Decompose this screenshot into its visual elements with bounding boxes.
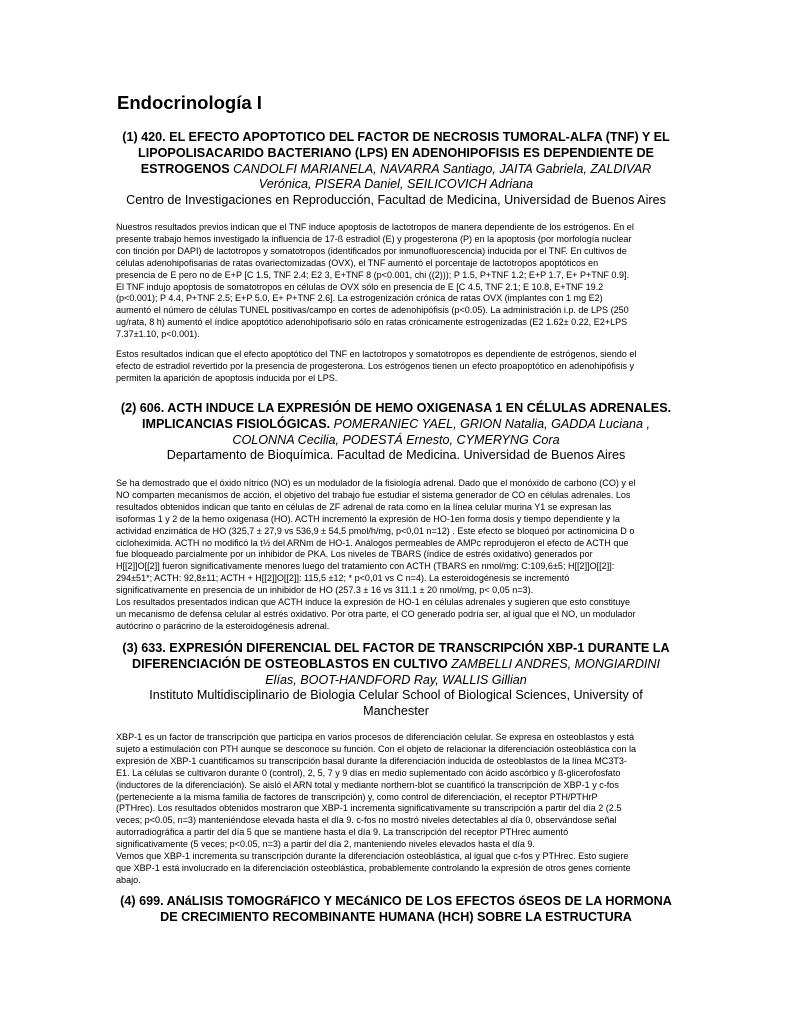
abstract-1-authors: CANDOLFI MARIANELA, NAVARRA Santiago, JAITA Gabriela, ZALDIVAR Verónica, PISERA Daniel, SEILICOVICH Adriana <box>233 161 652 192</box>
abstract-2-institution: Departamento de Bioquímica. Facultad de Medicina. Universidad de Buenos Aires <box>166 448 626 463</box>
section-title: Endocrinología I <box>117 92 262 113</box>
abstract-3-authors: ZAMBELLI ANDRES, MONGIARDINI Elías, BOOT-HANDFORD Ray, WALLIS Gillian <box>265 656 661 687</box>
abstract-3-paragraph-1: XBP-1 es un factor de transcripción que participa en varios procesos de diferenciación celular. Se expresa en osteoblastos y está sujeto a estimulación con PTH aunque se desconoce su función. Con el objeto de relacionar la diferenciación osteoblástica con la expresión de XBP-1 cuantificamos su transcripción basal durante la diferenciación inducida de osteoblastos de la línea MC3T3- E1. La células se cultivaron durante 0 (control), 2, 5, 7 y 9 días en medio suplementado con ácido ascórbico y ß-glicerofosfato (inductores de la diferenciación). Se aisló el ARN total y mediante northern-blot se cuantificó la transcripción de XBP-1 y c-fos (perteneciente a la misma familia de factores de transcripción) y, como control de diferenciación, el receptor PTH/PTHrP (PTHrec). Los resultados obtenidos mostraron que XBP-1 incrementa significativamente su transcripción a partir del día 2 (2.5 veces; p<0.05, n=3) manteniéndose elevada hasta el día 9. c-fos no mostró niveles detectables al día 0, observándose señal autorradiográfica a partir del día 5 que se mantiene hasta el día 9. La transcripción del receptor PTHrec aumentó significativamente (5 veces; p<0.05, n=3) a partir del día 2, manteniendo niveles elevados hasta el día 9. Vemos que XBP-1 incrementa su transcripción durante la diferenciación osteoblástica, al igual que c-fos y PTHrec. Esto sugiere que XBP-1 está involucrado en la diferenciación osteoblástica, probablemente controlando la expresión de otros genes corriente abajo. <box>116 732 637 885</box>
abstract-2-paragraph-1: Se ha demostrado que el óxido nítrico (NO) es un modulador de la fisiología adrenal. Dado que el monóxido de carbono (CO) y el NO comparten mecanismos de acción, el objetivo del trabajo fue estudiar el sistema generador de CO en células adrenales. Los resultados obtenidos indican que tanto en células de ZF adrenal de rata como en la línea celular murina Y1 se expresan las isoformas 1 y 2 de la hemo oxigenasa (HO). ACTH incrementó la expresión de HO-1en forma dosis y tiempo dependiente y la actividad enzimática de HO (325,7 ± 27,9 vs 536,9 ± 54,5 pmol/h/mg, p<0,01 n=12) . Este efecto se bloqueó por actinomicina D o cicloheximida. ACTH no modificó la t½ del ARNm de HO-1. Análogos permeables de AMPc reprodujeron el efecto de ACTH que fue bloqueado parcialmente por un inhibidor de PKA. Los niveles de TBARS (índice de estrés oxidativo) generados por H[[2]]O[[2]] fueron significativamente menores luego del tratamiento con ACTH (TBARS en nmol/mg: C:109,6±5; H[[2]]O[[2]]: 294±51*; ACTH: 92,8±11; ACTH + H[[2]]O[[2]]: 115,5 ±12; * p<0,01 vs C n=4). La esteroidogénesis se incrementó significativamente en presencia de un inhibidor de HO (257.3 ± 16 vs 311.1 ± 20 nmol/mg, p< 0,05 n=3). Los resultados presentados indican que ACTH induce la expresión de HO-1 en células adrenales y sugieren que esto constituye un mecanismo de defensa celular al estrés oxidativo. Por otra parte, el CO generado podría ser, al igual que el NO, un modulador autócrino o parácrino de la esteroidogénesis adrenal. <box>116 478 636 631</box>
abstract-1-heading <box>116 130 676 193</box>
abstract-2-title: (2) 606. ACTH INDUCE LA EXPRESIÓN DE HEMO OXIGENASA 1 EN CÉLULAS ADRENALES. IMPLICANCIAS FISIOLÓGICAS. <box>120 401 672 431</box>
abstract-3-title: (3) 633. EXPRESIÓN DIFERENCIAL DEL FACTOR DE TRANSCRIPCIÓN XBP-1 DURANTE LA DIFERENCIACIÓN DE OSTEOBLASTOS EN CULTIVO <box>122 641 670 671</box>
abstract-2 <box>116 401 676 631</box>
abstract-2-heading <box>116 401 676 448</box>
abstract-1-title: (1) 420. EL EFECTO APOPTOTICO DEL FACTOR DE NECROSIS TUMORAL-ALFA (TNF) Y EL LIPOPOLISACARIDO BACTERIANO (LPS) EN ADENOHIPOFISIS ES DEPENDIENTE DE ESTROGENOS <box>122 130 670 176</box>
abstract-1-paragraph-1: Nuestros resultados previos indican que el TNF induce apoptosis de lactotropos de manera dependiente de los estrógenos. En el presente trabajo hemos investigado la influencia de 17-ß estradiol (E) y progesterona (P) en la apoptosis (por morfología nuclear con tinción por DAPI) de lactotropos y somatotropos (identificados por inmunofluorescencia) inducida por el TNF. En cultivos de células adenohipofisarias de ratas ovariectomizadas (OVX), el TNF aumentó el porcentaje de lactotropos apoptóticos en presencia de E pero no de E+P [C 1.5, TNF 2.4; E2 3, E+TNF 8 (p<0.001, chi ((2))); P 1.5, P+TNF 1.2; E+P 1.7, E+ P+TNF 0.9]. El TNF indujo apoptosis de somatotropos en células de OVX sólo en presencia de E [C 4.5, TNF 2.1; E 10.8, E+TNF 19.2 (p<0.001); P 4.4, P+TNF 2.5; E+P 5.0, E+ P+TNF 2.6]. La estrogenización crónica de ratas OVX (implantes con 1 mg E2) aumentó el número de células TUNEL positivas/campo en cortes de adenohipófisis (p<0.05). La administración i.p. de LPS (250 ug/rata, 8 h) aumentó el índice apoptótico adenohipofisario sólo en ratas crónicamente estrogenizadas (E2 1.62± 0.22, E2+LPS 7.37±1.10, p<0.001). <box>116 222 634 340</box>
abstract-1 <box>116 130 676 383</box>
abstract-3-heading <box>116 641 676 688</box>
abstract-4-heading <box>116 894 676 926</box>
abstract-4 <box>116 894 676 926</box>
abstract-1-institution: Centro de Investigaciones en Reproducción, Facultad de Medicina, Universidad de Buenos Aires <box>126 193 666 208</box>
abstract-3 <box>116 641 676 885</box>
abstract-1-paragraph-2: Estos resultados indican que el efecto apoptótico del TNF en lactotropos y somatotropos es dependiente de estrógenos, siendo el efecto de estradiol revertido por la presencia de progesterona. Los estrógenos tienen un efecto proapoptótico en adenohipófisis y permiten la aparición de apoptosis inducida por el LPS. <box>116 349 637 383</box>
abstract-2-authors: POMERANIEC YAEL, GRION Natalia, GADDA Luciana , COLONNA Cecilia, PODESTÁ Ernesto, CYMERYNG Cora <box>232 416 651 447</box>
abstract-3-institution: Instituto Multidisciplinario de Biologia Celular School of Biological Sciences, University of Manchester <box>149 688 643 719</box>
abstract-4-title: (4) 699. ANáLISIS TOMOGRáFICO Y MECáNICO DE LOS EFECTOS óSEOS DE LA HORMONA DE CRECIMIENTO RECOMBINANTE HUMANA (HCH) SOBRE LA ESTRUCTURA <box>120 894 672 924</box>
